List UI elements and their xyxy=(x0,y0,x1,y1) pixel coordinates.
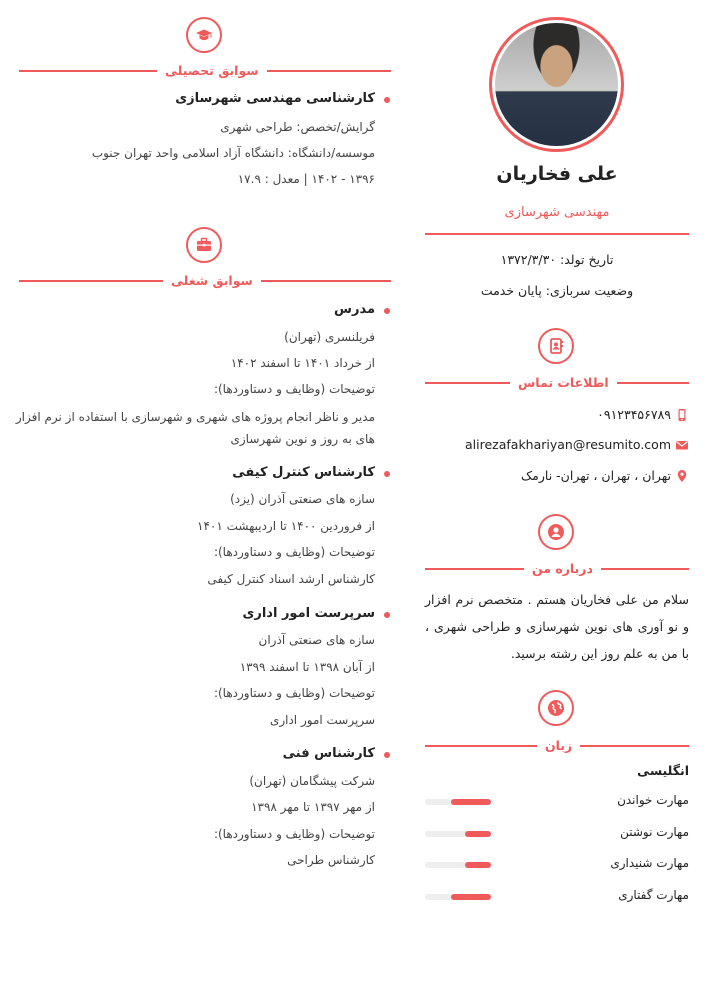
job-title: سرپرست امور اداری xyxy=(242,606,375,621)
job-period: از فروردین ۱۴۰۰ تا اردیبهشت ۱۴۰۱ xyxy=(197,519,375,533)
job-company: شرکت پیشگامان (تهران) xyxy=(249,774,375,788)
contact-email xyxy=(425,437,689,452)
phone-icon xyxy=(675,408,689,422)
bullet xyxy=(384,471,390,477)
address-text: تهران ، تهران ، تهران- نارمک xyxy=(520,468,671,483)
contact-address xyxy=(425,468,689,483)
contact-book-icon xyxy=(538,328,574,364)
skill-row xyxy=(425,793,689,813)
skill-row xyxy=(425,888,689,908)
job-company: سازه های صنعتی آذران xyxy=(258,633,375,647)
job-title: کارشناس کنترل کیفی xyxy=(232,465,375,480)
contact-phone xyxy=(425,407,689,422)
phone-number[interactable]: ۰۹۱۲۳۴۵۶۷۸۹ xyxy=(597,407,671,422)
job-desc-label: توضیحات (وظایف و دستاوردها): xyxy=(213,382,375,396)
contact-section-title: اطلاعات تماس xyxy=(510,375,617,390)
job-desc-label: توضیحات (وظایف و دستاوردها): xyxy=(213,827,375,841)
skill-row xyxy=(425,825,689,845)
education-field: گرایش/تخصص: طراحی شهری xyxy=(220,120,375,134)
job-description: سرپرست امور اداری xyxy=(269,713,375,727)
bullet xyxy=(384,308,390,314)
education-period: ۱۳۹۶ - ۱۴۰۲ | معدل : ۱۷.۹ xyxy=(237,172,375,186)
skill-level-bar xyxy=(425,831,491,837)
profile-photo xyxy=(489,17,624,152)
job-description: کارشناس طراحی xyxy=(287,853,375,867)
skill-level-bar xyxy=(425,894,491,900)
education-section-title: سوابق تحصیلی xyxy=(157,63,267,78)
job-description: کارشناس ارشد اسناد کنترل کیفی xyxy=(207,572,375,586)
job-company: فریلنسری (تهران) xyxy=(284,330,375,344)
skill-row xyxy=(425,856,689,876)
job-period: از خرداد ۱۴۰۱ تا اسفند ۱۴۰۲ xyxy=(230,356,375,370)
location-pin-icon xyxy=(675,469,689,483)
job-period: از مهر ۱۳۹۷ تا مهر ۱۳۹۸ xyxy=(251,800,375,814)
skill-label: مهارت شنیداری xyxy=(610,856,689,870)
skill-level-bar xyxy=(425,862,491,868)
language-section-title: زبان xyxy=(537,738,580,753)
work-section-title: سوابق شغلی xyxy=(163,273,261,288)
skill-level-fill xyxy=(465,862,491,868)
skill-label: مهارت نوشتن xyxy=(620,825,689,839)
job-description: مدیر و ناظر انجام پروژه های شهری و شهرسازی با استفاده از نرم افزار های به روز و نوین شهرسازی xyxy=(15,410,375,446)
job-title: کارشناس فنی xyxy=(282,746,375,761)
envelope-icon xyxy=(675,438,689,452)
about-text: سلام من علی فخاریان هستم . متخصص نرم افزار و نو آوری های نوین شهرسازی و طراحی شهری ، با من به علم روز این رشته برسید. xyxy=(425,592,689,661)
divider xyxy=(425,233,689,235)
job-company: سازه های صنعتی آذران (یزد) xyxy=(230,492,375,506)
skill-level-fill xyxy=(451,799,491,805)
about-section-title: درباره من xyxy=(524,561,601,576)
skill-level-bar xyxy=(425,799,491,805)
skill-level-fill xyxy=(451,894,491,900)
bullet xyxy=(384,97,390,103)
skill-label: مهارت خواندن xyxy=(617,793,689,807)
military-status: وضعیت سربازی: پایان خدمت xyxy=(480,283,634,298)
user-icon xyxy=(538,514,574,550)
job-desc-label: توضیحات (وظایف و دستاوردها): xyxy=(213,545,375,559)
education-institution: موسسه/دانشگاه: دانشگاه آزاد اسلامی واحد تهران جنوب xyxy=(91,146,375,160)
job-title: مدرس xyxy=(334,302,375,317)
education-degree: کارشناسی مهندسی شهرسازی xyxy=(175,91,375,106)
skill-label: مهارت گفتاری xyxy=(618,888,689,902)
job-desc-label: توضیحات (وظایف و دستاوردها): xyxy=(213,686,375,700)
profile-job-title: مهندسی شهرسازی xyxy=(504,205,610,220)
skill-level-fill xyxy=(465,831,491,837)
email-address[interactable]: alirezafakhariyan@resumito.com xyxy=(465,437,671,452)
bullet xyxy=(384,612,390,618)
birth-date: تاریخ تولد: ۱۳۷۲/۳/۳۰ xyxy=(500,252,614,267)
globe-icon xyxy=(538,690,574,726)
briefcase-icon xyxy=(186,227,222,263)
graduation-cap-icon xyxy=(186,17,222,53)
language-name: انگلیسی xyxy=(637,763,689,778)
job-period: از آبان ۱۳۹۸ تا اسفند ۱۳۹۹ xyxy=(239,660,375,674)
bullet xyxy=(384,752,390,758)
profile-name: علی فخاریان xyxy=(496,163,618,185)
